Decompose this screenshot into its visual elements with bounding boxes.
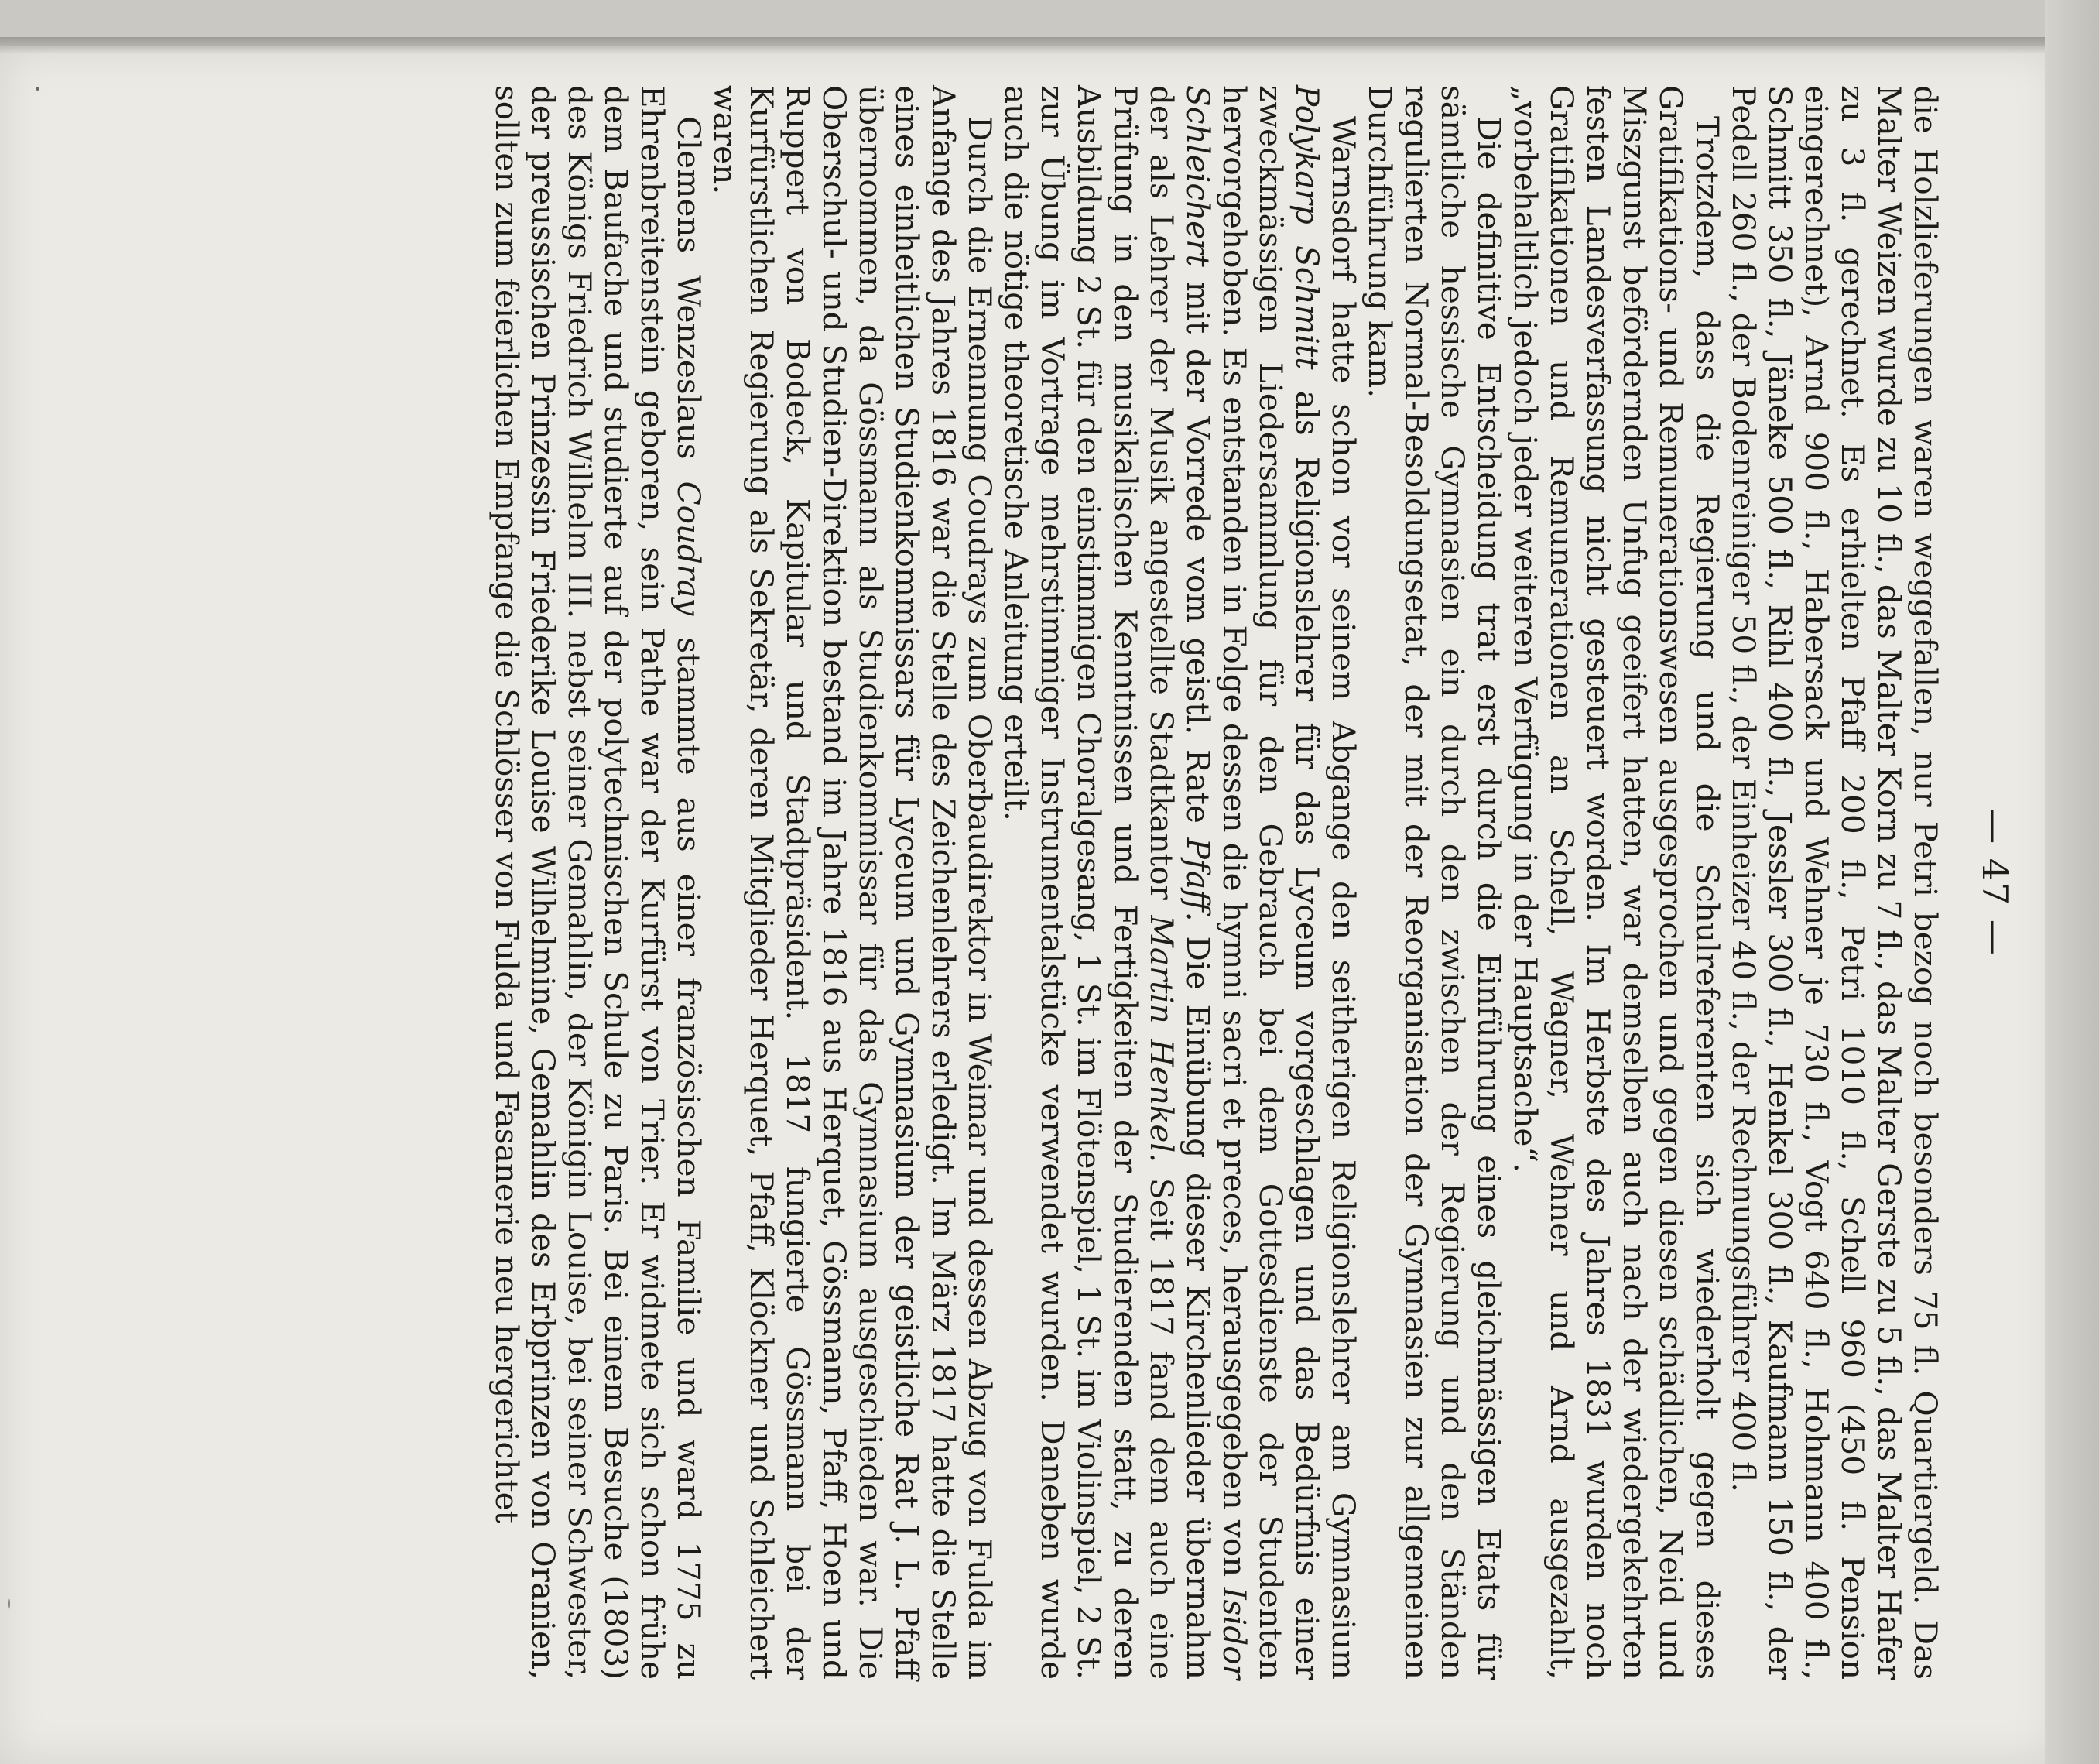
paragraph-run-italic: Isidor Schleichert <box>1180 85 1253 1680</box>
paragraph-entscheidung: Die definitive Entscheidung trat erst durch die Einführung eines gleichmässigen Etats für sämtliche hessische Gymnasien ein durch den zwischen der Regierung und den Ständen regulierten Normal-Besoldungsetat, der mit der Reorganisation der Gymnasien zur allgemeinen Durchführung kam. <box>1361 85 1508 1680</box>
paragraph-run: Die Einübung dieser Kirchenlieder übernahm der als Lehrer der Musik angestellte Stadtkantor <box>1143 85 1217 1680</box>
page-number: — 47 — <box>1974 808 2016 957</box>
rotated-page-text <box>135 85 2016 1680</box>
paragraph-run-italic: Martin Henkel. <box>1143 915 1180 1163</box>
paragraph-warnsdorf <box>998 85 1361 1680</box>
page-top-edge-shadow <box>0 37 2099 54</box>
binding-margin <box>2045 0 2099 1764</box>
paragraph-run: mit der Vorrede vom geistl. Rate <box>1180 266 1217 838</box>
paragraph-trotzdem: Trotzdem, dass die Regierung und die Schulreferenten sich wiederholt gegen dieses Gratifikations- und Remunerationswesen ausgesprochen und gegen diesen schädlichen, Neid und Miszgunst befördernden Unfug geeifert hatten, war demselben auch nach der wiedergekehrten festen Landesverfassung nicht gesteuert worden. Im Herbste des Jahres 1831 wurden noch Gratifikationen und Remunerationen an Schell, Wagner, Wehner und Arnd ausgezahlt, „vorbehaltlich jedoch jeder weiteren Verfügung in der Hauptsache“. <box>1507 85 1726 1680</box>
paragraph-ernennung-coudrays: Durch die Ernennung Coudrays zum Oberbaudirektor in Weimar und dessen Abzug von Fulda im Anfange des Jahres 1816 war die Stelle des Zeichenlehrers erledigt. Im März 1817 hatte die Stelle eines einheitlichen Studienkommissars für Lyceum und Gymnasium der geistliche Rat J. L. Pfaff übernommen, da Gössmann als Studienkommissar für das Gymnasium ausgeschieden war. Die Oberschul- und Studien-Direktion bestand im Jahre 1816 aus Herquet, Gössmann, Pfaff, Hoen und Ruppert von Bodeck, Kapitular und Stadtpräsident. 1817 fungierte Gössmann bei der Kurfürstlichen Regierung als Sekretär, deren Mitglieder Herquet, Pfaff, Klöckner und Schleichert waren. <box>707 85 998 1680</box>
paragraph-run: stammte aus einer französischen Familie und ward 1775 zu Ehrenbreitenstein geboren, sein Pathe war der Kurfürst von Trier. Er widmete sich schon frühe dem Baufache und studierte auf der polytechnischen Schule zu Paris. Bei einem Besuche (1803) des Königs Friedrich Wilhelm III. nebst seiner Gemahlin, der Königin Louise, bei seiner Schwester, der preussischen Prinzessin Friederike Louise Wilhelmine, Gemahlin des Erbprinzen von Oranien, sollten zum feierlichen Empfange die Schlösser von Fulda und Fasanerie neu hergerichtet <box>488 85 707 1680</box>
paragraph-run: Seit 1817 fand dem auch eine Prüfung in den musikalischen Kenntnissen und Fertigkeiten der Studierenden statt, zu deren Ausbildung 2 St. für den einstimmigen Choralgesang, 1 St. im Flötenspiel, 1 St. im Violinspiel, 2 St. zur Übung im Vortrage mehrstimmiger Instrumentalstücke verwendet wurden. Daneben wurde auch die nötige theoretische Anleitung erteilt. <box>998 85 1180 1680</box>
paragraph-holzlieferungen: die Holzlieferungen waren weggefallen, nur Petri bezog noch besonders 75 fl. Quartiergeld. Das Malter Weizen wurde zu 10 fl., das Malter Korn zu 7 fl., das Malter Gerste zu 5 fl., das Malter Hafer zu 3 fl. gerechnet. Es erhielten Pfaff 200 fl., Petri 1010 fl., Schell 960 (450 fl. Pension eingerechnet), Arnd 900 fl., Habersack und Wehner je 730 fl., Vogt 640 fl., Hohmann 400 fl., Schmitt 350 fl., Jäneke 500 fl., Rihl 400 fl., Jessler 300 fl., Henkel 300 fl., Kaufmann 150 fl., der Pedell 260 fl., der Bodenreiniger 50 fl., der Einheizer 40 fl., der Rechnungsführer 400 fl. <box>1725 85 1944 1680</box>
dust-speck <box>8 1598 10 1609</box>
paragraph-run: Warnsdorf hatte schon vor seinem Abgange den seitherigen Religionslehrer am Gymnasium <box>1325 116 1362 1680</box>
paragraph-run-italic: Coudray <box>670 481 707 616</box>
paragraph-run-italic: Polykarp Schmitt <box>1289 85 1326 370</box>
paragraph-run: Clemens Wenzeslaus <box>670 116 707 481</box>
dust-speck <box>36 87 39 91</box>
paragraph-run-italic: Pfaff. <box>1180 837 1217 922</box>
paragraph-run: als Religionslehrer für das Lyceum vorgeschlagen und das Bedürfnis einer zweckmässigen Liedersammlung für den Gebrauch bei dem Gottesdienste der Studenten hervorgehoben. Es entstanden in Folge dessen die hymni sacri et preces, herausgegeben von <box>1216 85 1326 1680</box>
paragraph-clemens-wenzeslaus <box>488 85 707 1680</box>
